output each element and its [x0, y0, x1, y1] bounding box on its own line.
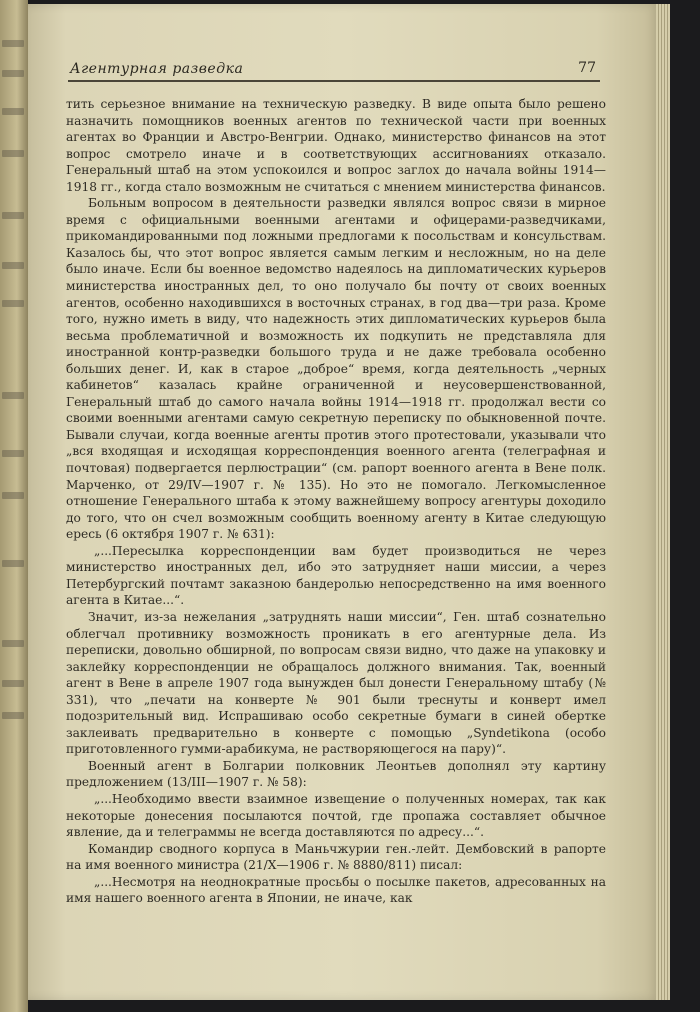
- quote-paragraph: „...Пересылка корреспонденции вам будет производиться не через министерство иностранных дел, ибо это затрудняет наши миссии, а через Петербургский почтамт заказною бандеролью непосредственно на имя военного агента в Китае...“.: [66, 543, 606, 608]
- running-header: [68, 60, 600, 82]
- paragraph: Командир сводного корпуса в Маньчжурии ген.-лейт. Дембовский в рапорте на имя военного министра (21/X—1906 г. № 8880/811) писал:: [66, 841, 606, 873]
- book-page: [28, 4, 660, 1000]
- body-text: [66, 96, 606, 907]
- quote-paragraph: „...Необходимо ввести взаимное извещение о полученных номерах, так как некоторые донесения посылаются почтой, где пропажа составляет обычное явление, да и телеграммы не всегда доставляются по адресу...“.: [66, 791, 606, 840]
- page-stack-edge: [656, 4, 670, 1000]
- quote-paragraph: „...Несмотря на неоднократные просьбы о посылке пакетов, адресованных на имя нашего военного агента в Японии, не иначе, как: [66, 874, 606, 906]
- paragraph: Военный агент в Болгарии полковник Леонтьев дополнял эту картину предложением (13/III—1907 г. № 58):: [66, 758, 606, 790]
- left-page-edge: [0, 0, 28, 1012]
- page-number: 77: [578, 60, 596, 76]
- paragraph: тить серьезное внимание на техническую разведку. В виде опыта было решено назначить помощников военных агентов по технической части при военных агентах во Франции и Австро-Венгрии. Однако, министерство финансов на этот вопрос смотрело иначе и в соответствующих ассигнованиях отказало. Генеральный штаб на этом успокоился и вопрос заглох до начала войны 1914—1918 гг., когда стало возможным не считаться с мнением министерства финансов.: [66, 97, 606, 194]
- paragraph: Больным вопросом в деятельности разведки являлся вопрос связи в мирное время с официальными военными агентами и офицерами-разведчиками, прикомандированными под ложными предлогами к посольствам и консульствам. Казалось бы, что этот вопрос является самым легким и несложным, но на деле было иначе. Если бы военное ведомство надеялось на дипломатических курьеров министерства иностранных дел, то оно получало бы почту от своих военных агентов, особенно находившихся в восточных странах, в год два—три раза. Кроме того, нужно иметь в виду, что надежность этих дипломатических курьеров была весьма проблематичной и возможность их подкупить не представляла для иностранной контр-разведки большого труда и не даже требовала особенно больших денег. И, как в старое „доброе“ время, когда деятельность „черных кабинетов“ казалась крайне ограниченной и неусовершенствованной, Генеральный штаб до самого начала войны 1914—1918 гг. продолжал вести со своими военными агентами самую секретную переписку по обыкновенной почте. Бывали случаи, когда военные агенты против этого протестовали, указывали что „вся входящая и исходящая корреспонденция военного агента (телеграфная и почтовая) подвергается перлюстрации“ (см. рапорт военного агента в Вене полк. Марченко, от 29/IV—1907 г. № 135). Но это не помогало. Легкомысленное отношение Генерального штаба к этому важнейшему вопросу агентуры доходило до того, что он счел возможным сообщить военному агенту в Китае следующую ересь (6 октября 1907 г. № 631):: [66, 196, 606, 542]
- chapter-title: Агентурная разведка: [70, 61, 244, 77]
- paragraph: Значит, из-за нежелания „затруднять наши миссии“, Ген. штаб сознательно облегчал противнику возможность проникать в его агентурные дела. Из переписки, довольно обширной, по вопросам связи видно, что даже на упаковку и заклейку корреспонденции не обращалось должного внимания. Так, военный агент в Вене в апреле 1907 года вынужден был донести Генеральному штабу (№ 331), что „печати на конверте № 901 были треснуты и конверт имел подозрительный вид. Испрашиваю особо секретные бумаги в синей обертке заклеивать предварительно в конверте с помощью „Syndetikona (особо приготовленного гумми-арабикума, не растворяющегося на пару)“.: [66, 609, 606, 757]
